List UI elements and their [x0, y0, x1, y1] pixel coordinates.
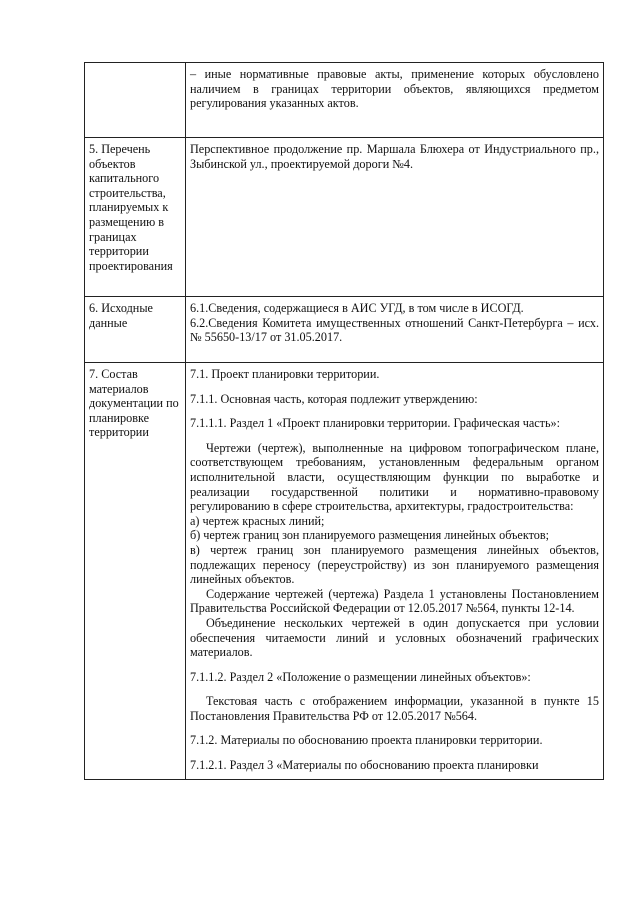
paragraph: Объединение нескольких чертежей в один допускается при условии обеспечения читаемости линий и условных обозначений графических материалов. [190, 615, 599, 660]
paragraph: 7.1.1.1. Раздел 1 «Проект планировки территории. Графическая часть»: [190, 416, 561, 431]
table-row [85, 63, 604, 138]
row-content [186, 363, 604, 780]
paragraph: 7.1.1.2. Раздел 2 «Положение о размещении линейных объектов»: [190, 669, 531, 684]
list-item: б) чертеж границ зон планируемого размещения линейных объектов; [190, 528, 550, 543]
row-label: 7. Состав материалов документации по планировке территории [85, 363, 186, 780]
paragraph: 7.1.2. Материалы по обоснованию проекта планировки территории. [190, 733, 543, 748]
list-item: а) чертеж красных линий; [190, 513, 325, 528]
paragraph: Перспективное продолжение пр. Маршала Блюхера от Индустриального пр., Зыбинской ул., проектируемой дороги №4. [190, 142, 599, 171]
paragraph: 6.1.Сведения, содержащиеся в АИС УГД, в том числе в ИСОГД. [190, 301, 524, 315]
table-row [85, 138, 604, 297]
row-content [186, 297, 604, 363]
row-content [186, 138, 604, 297]
table-row [85, 297, 604, 363]
row-label [85, 63, 186, 138]
paragraph: Содержание чертежей (чертежа) Раздела 1 установлены Постановлением Правительства Российской Федерации от 12.05.2017 №564, пункты 12-14. [190, 586, 599, 616]
list-item: в) чертеж границ зон планируемого размещения линейных объектов, подлежащих переносу (переустройству) из зон планируемого размещения линейных объектов. [190, 542, 599, 587]
paragraph: Текстовая часть с отображением информации, указанной в пункте 15 Постановления Правительства РФ от 12.05.2017 №564. [190, 694, 599, 723]
paragraph: 7.1.1. Основная часть, которая подлежит утверждению: [190, 391, 478, 406]
table-row [85, 363, 604, 780]
row-label: 5. Перечень объектов капитального строительства, планируемых к размещению в границах территории проектирования [85, 138, 186, 297]
row-label: 6. Исходные данные [85, 297, 186, 363]
paragraph: – иные нормативные правовые акты, применение которых обусловлено наличием в границах территории объектов, являющихся предметом регулирования указанных актов. [190, 67, 599, 111]
row-content [186, 63, 604, 138]
document-table [84, 62, 604, 780]
paragraph: 6.2.Сведения Комитета имущественных отношений Санкт-Петербурга – исх. № 55650-13/17 от 31.05.2017. [190, 315, 599, 345]
paragraph: 7.1.2.1. Раздел 3 «Материалы по обоснованию проекта планировки [190, 758, 539, 773]
paragraph: 7.1. Проект планировки территории. [190, 367, 380, 381]
paragraph: Чертежи (чертеж), выполненные на цифровом топографическом плане, соответствующем требованиям, установленным федеральным органом исполнительной власти, осуществляющим функции по выработке и реализации государственной политики и нормативно-правовому регулированию в сфере строительства, архитектуры, градостроительства: [190, 440, 599, 514]
